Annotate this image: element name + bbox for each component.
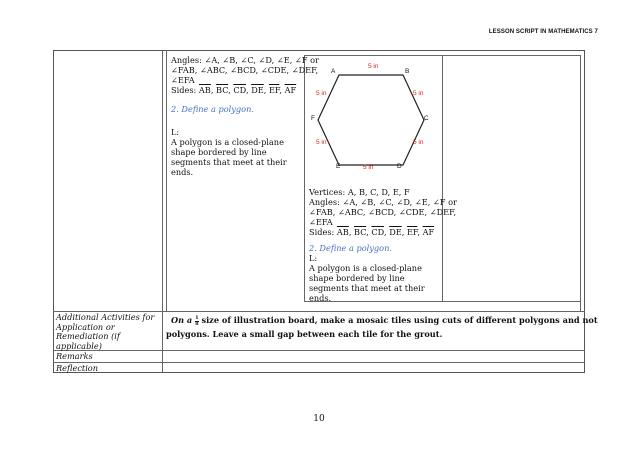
col-divider-1b — [166, 50, 167, 311]
right-answer-line-4: ends. — [309, 293, 332, 303]
col-divider-1 — [162, 50, 163, 373]
right-define-prompt: 2. Define a polygon. — [309, 243, 392, 253]
right-angles-line-3: ∠EFA — [309, 217, 333, 227]
document-header: LESSON SCRIPT IN MATHEMATICS 7 — [488, 29, 598, 35]
mosaic-instruction — [171, 313, 598, 327]
side-label-fa: 5 in — [316, 90, 327, 97]
vertex-d: D — [397, 163, 402, 170]
side-label-de: 5 in — [363, 164, 374, 171]
right-answer-line-1: A polygon is a closed-plane — [309, 263, 422, 273]
left-angles-line-3: ∠EFA — [171, 75, 195, 85]
additional-activities-label — [56, 313, 154, 351]
left-sides-prefix: Sides: — [171, 85, 199, 95]
page-number: 10 — [313, 414, 325, 424]
vertex-e: E — [336, 163, 341, 170]
left-side-ef: $\overline{EF}$ — [268, 85, 280, 95]
right-vertices-block — [309, 187, 457, 237]
fraction-denominator: 8 — [195, 320, 199, 327]
right-side-ab: $\overline{AB}$ — [336, 227, 349, 237]
vertex-a: A — [331, 68, 336, 75]
right-angles-line-2: ∠FAB, ∠ABC, ∠BCD, ∠CDE, ∠DEF, — [309, 207, 457, 217]
right-side-cd: $\overline{CD}$ — [371, 227, 384, 237]
fraction-numerator: 1 — [195, 314, 199, 321]
left-sides-line: Sides: $\overline{AB}$, $\overline{BC}$, $\overline{CD}$, $\overline{DE}$, $\overline{EF}$, $\overline{AF}$ — [171, 85, 297, 95]
left-side-de: $\overline{DE}$ — [251, 85, 264, 95]
left-answer-line-3: segments that meet at their — [171, 157, 287, 167]
reflection-label: Reflection — [56, 363, 99, 373]
right-side-af: $\overline{AF}$ — [422, 227, 435, 237]
left-angles-line-1: Angles: ∠A, ∠B, ∠C, ∠D, ∠E, ∠F or — [171, 55, 319, 65]
instruction-line-2: polygons. Leave a small gap between each tile for the grout. — [166, 329, 443, 339]
instruction-prefix: On a — [171, 315, 193, 325]
left-answer-line-1: A polygon is a closed-plane — [171, 137, 284, 147]
left-angles-line-2: ∠FAB, ∠ABC, ∠BCD, ∠CDE, ∠DEF, — [171, 65, 319, 75]
hexagon-shape — [318, 75, 424, 165]
additional-label-line-4: applicable) — [56, 340, 102, 351]
side-label-cd: 5 in — [413, 139, 424, 146]
right-sides-line: Sides: $\overline{AB}$, $\overline{BC}$, $\overline{CD}$, $\overline{DE}$, $\overline{EF}$, $\overline{AF}$ — [309, 227, 435, 237]
vertex-f: F — [311, 115, 315, 122]
additional-label-line-2: Application or — [56, 321, 115, 332]
right-sides-prefix: Sides: — [309, 227, 337, 237]
left-define-prompt: 2. Define a polygon. — [171, 104, 254, 114]
vertex-c: C — [424, 115, 429, 122]
col-divider-4 — [580, 55, 581, 311]
instruction-line-1 — [171, 313, 598, 327]
side-label-ab: 5 in — [368, 63, 379, 70]
left-answer — [171, 137, 287, 177]
vertex-b: B — [405, 68, 410, 75]
right-angles-line-1: Angles: ∠A, ∠B, ∠C, ∠D, ∠E, ∠F or — [309, 197, 457, 207]
fraction-one-eighth — [195, 316, 198, 327]
remarks-label: Remarks — [56, 351, 93, 361]
left-answer-line-2: shape bordered by line — [171, 147, 267, 157]
right-answer — [309, 253, 425, 303]
left-answer-line-4: ends. — [171, 167, 194, 177]
right-side-de: $\overline{DE}$ — [389, 227, 402, 237]
side-label-ef: 5 in — [316, 139, 327, 146]
side-label-bc: 5 in — [413, 90, 424, 97]
col-divider-3 — [442, 55, 443, 301]
right-answer-label: L: — [309, 253, 318, 263]
right-answer-line-2: shape bordered by line — [309, 273, 405, 283]
left-side-cd: $\overline{CD}$ — [233, 85, 246, 95]
right-answer-line-3: segments that meet at their — [309, 283, 425, 293]
left-side-af: $\overline{AF}$ — [284, 85, 297, 95]
left-angles-block — [171, 55, 319, 95]
left-side-bc: $\overline{BC}$ — [216, 85, 229, 95]
instruction-rest: size of illustration board, make a mosaic tiles using cuts of different polygons and not — [201, 315, 598, 325]
left-answer-label: L: — [171, 127, 180, 137]
right-vertices-line: Vertices: A, B, C, D, E, F — [309, 187, 410, 197]
right-side-bc: $\overline{BC}$ — [354, 227, 367, 237]
additional-label-line-1: Additional Activities for — [56, 312, 155, 322]
right-side-ef: $\overline{EF}$ — [406, 227, 418, 237]
row-rule-reflection — [53, 362, 585, 363]
left-side-ab: $\overline{AB}$ — [198, 85, 211, 95]
additional-label-line-3: Remediation (if — [56, 331, 120, 341]
